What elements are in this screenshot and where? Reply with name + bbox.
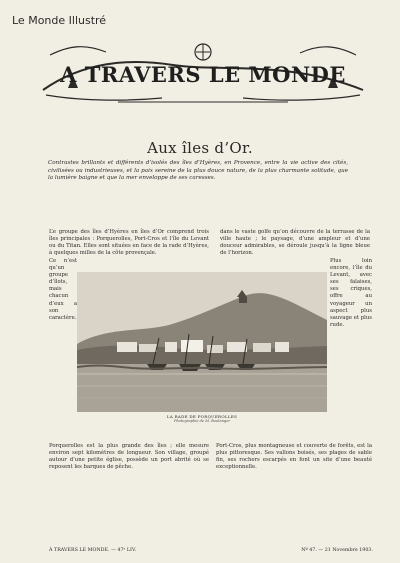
column-right-top-text: dans le vaste golfe qu’on découvre de la terrasse de la ville haute ; le paysage, d’une ampleur et d’une douceur admirables, se déroule jusqu’à la ligne bleue de l’horizon. bbox=[220, 229, 370, 257]
column-left-top bbox=[49, 229, 209, 257]
column-bottom-right bbox=[216, 443, 372, 471]
column-left-narrow-text: Ce n’est qu’un groupe d’îlots, mais chacun d’eux a son caractère. bbox=[49, 258, 77, 321]
column-right-narrow bbox=[330, 258, 372, 329]
figure-credit: Photographie de M. Boulanger bbox=[173, 419, 231, 423]
article-intro: Contrastes brillants et différents d’isolés des îles d’Hyères, en Provence, entre la vie active des cités, civilisées ou industrieuses, et la paix sereine de la plus douce nature, de la plus charmante solitude, que la lumière baigne et que la mer enveloppe de ses caresses. bbox=[48, 160, 348, 182]
footer-right: Nº 47. — 21 Novembre 1903. bbox=[301, 548, 373, 553]
column-bottom-left bbox=[49, 443, 209, 471]
harbor-photo-illustration bbox=[77, 272, 327, 412]
site-label: Le Monde Illustré bbox=[12, 14, 107, 27]
harbor-figure bbox=[77, 272, 327, 424]
column-right-top bbox=[220, 229, 370, 257]
masthead bbox=[28, 40, 378, 110]
column-bottom-right-text: Port-Cros, plus montagneuse et couverte de forêts, est la plus pittoresque. Ses vallons boisés, ses plages de sable fin, ses rochers escarpés en font un site d’une beauté exceptionnelle. bbox=[216, 443, 372, 471]
figure-caption: LA RADE DE PORQUEROLLES bbox=[166, 414, 238, 419]
article-title: Aux îles d’Or. bbox=[147, 139, 253, 157]
column-left-top-text: L’e groupe des îles d’Hyères en îles d’Or comprend trois îles principales : Porquerolles, Port-Cros et l’île du Levant ou du Titan. Elles sont situées en face de la rade d’Hyères, à quelques milles de la côte provençale. bbox=[49, 229, 209, 257]
column-bottom-left-text: Porquerolles est la plus grande des îles ; elle mesure environ sept kilomètres de longueur. Son village, groupé autour d’une petite église, possède un port abrité où se reposent les barques de pêche. bbox=[49, 443, 209, 471]
footer-left: À TRAVERS LE MONDE. — 47ᵉ LIV. bbox=[49, 548, 137, 553]
column-left-narrow bbox=[49, 258, 77, 322]
masthead-title: A TRAVERS LE MONDE bbox=[60, 62, 346, 87]
column-right-narrow-text: Plus loin encore, l’île du Levant, avec ses falaises, ses criques, offre au voyageur un aspect plus sauvage et plus rude. bbox=[330, 258, 372, 328]
harbor-photo bbox=[77, 272, 327, 412]
